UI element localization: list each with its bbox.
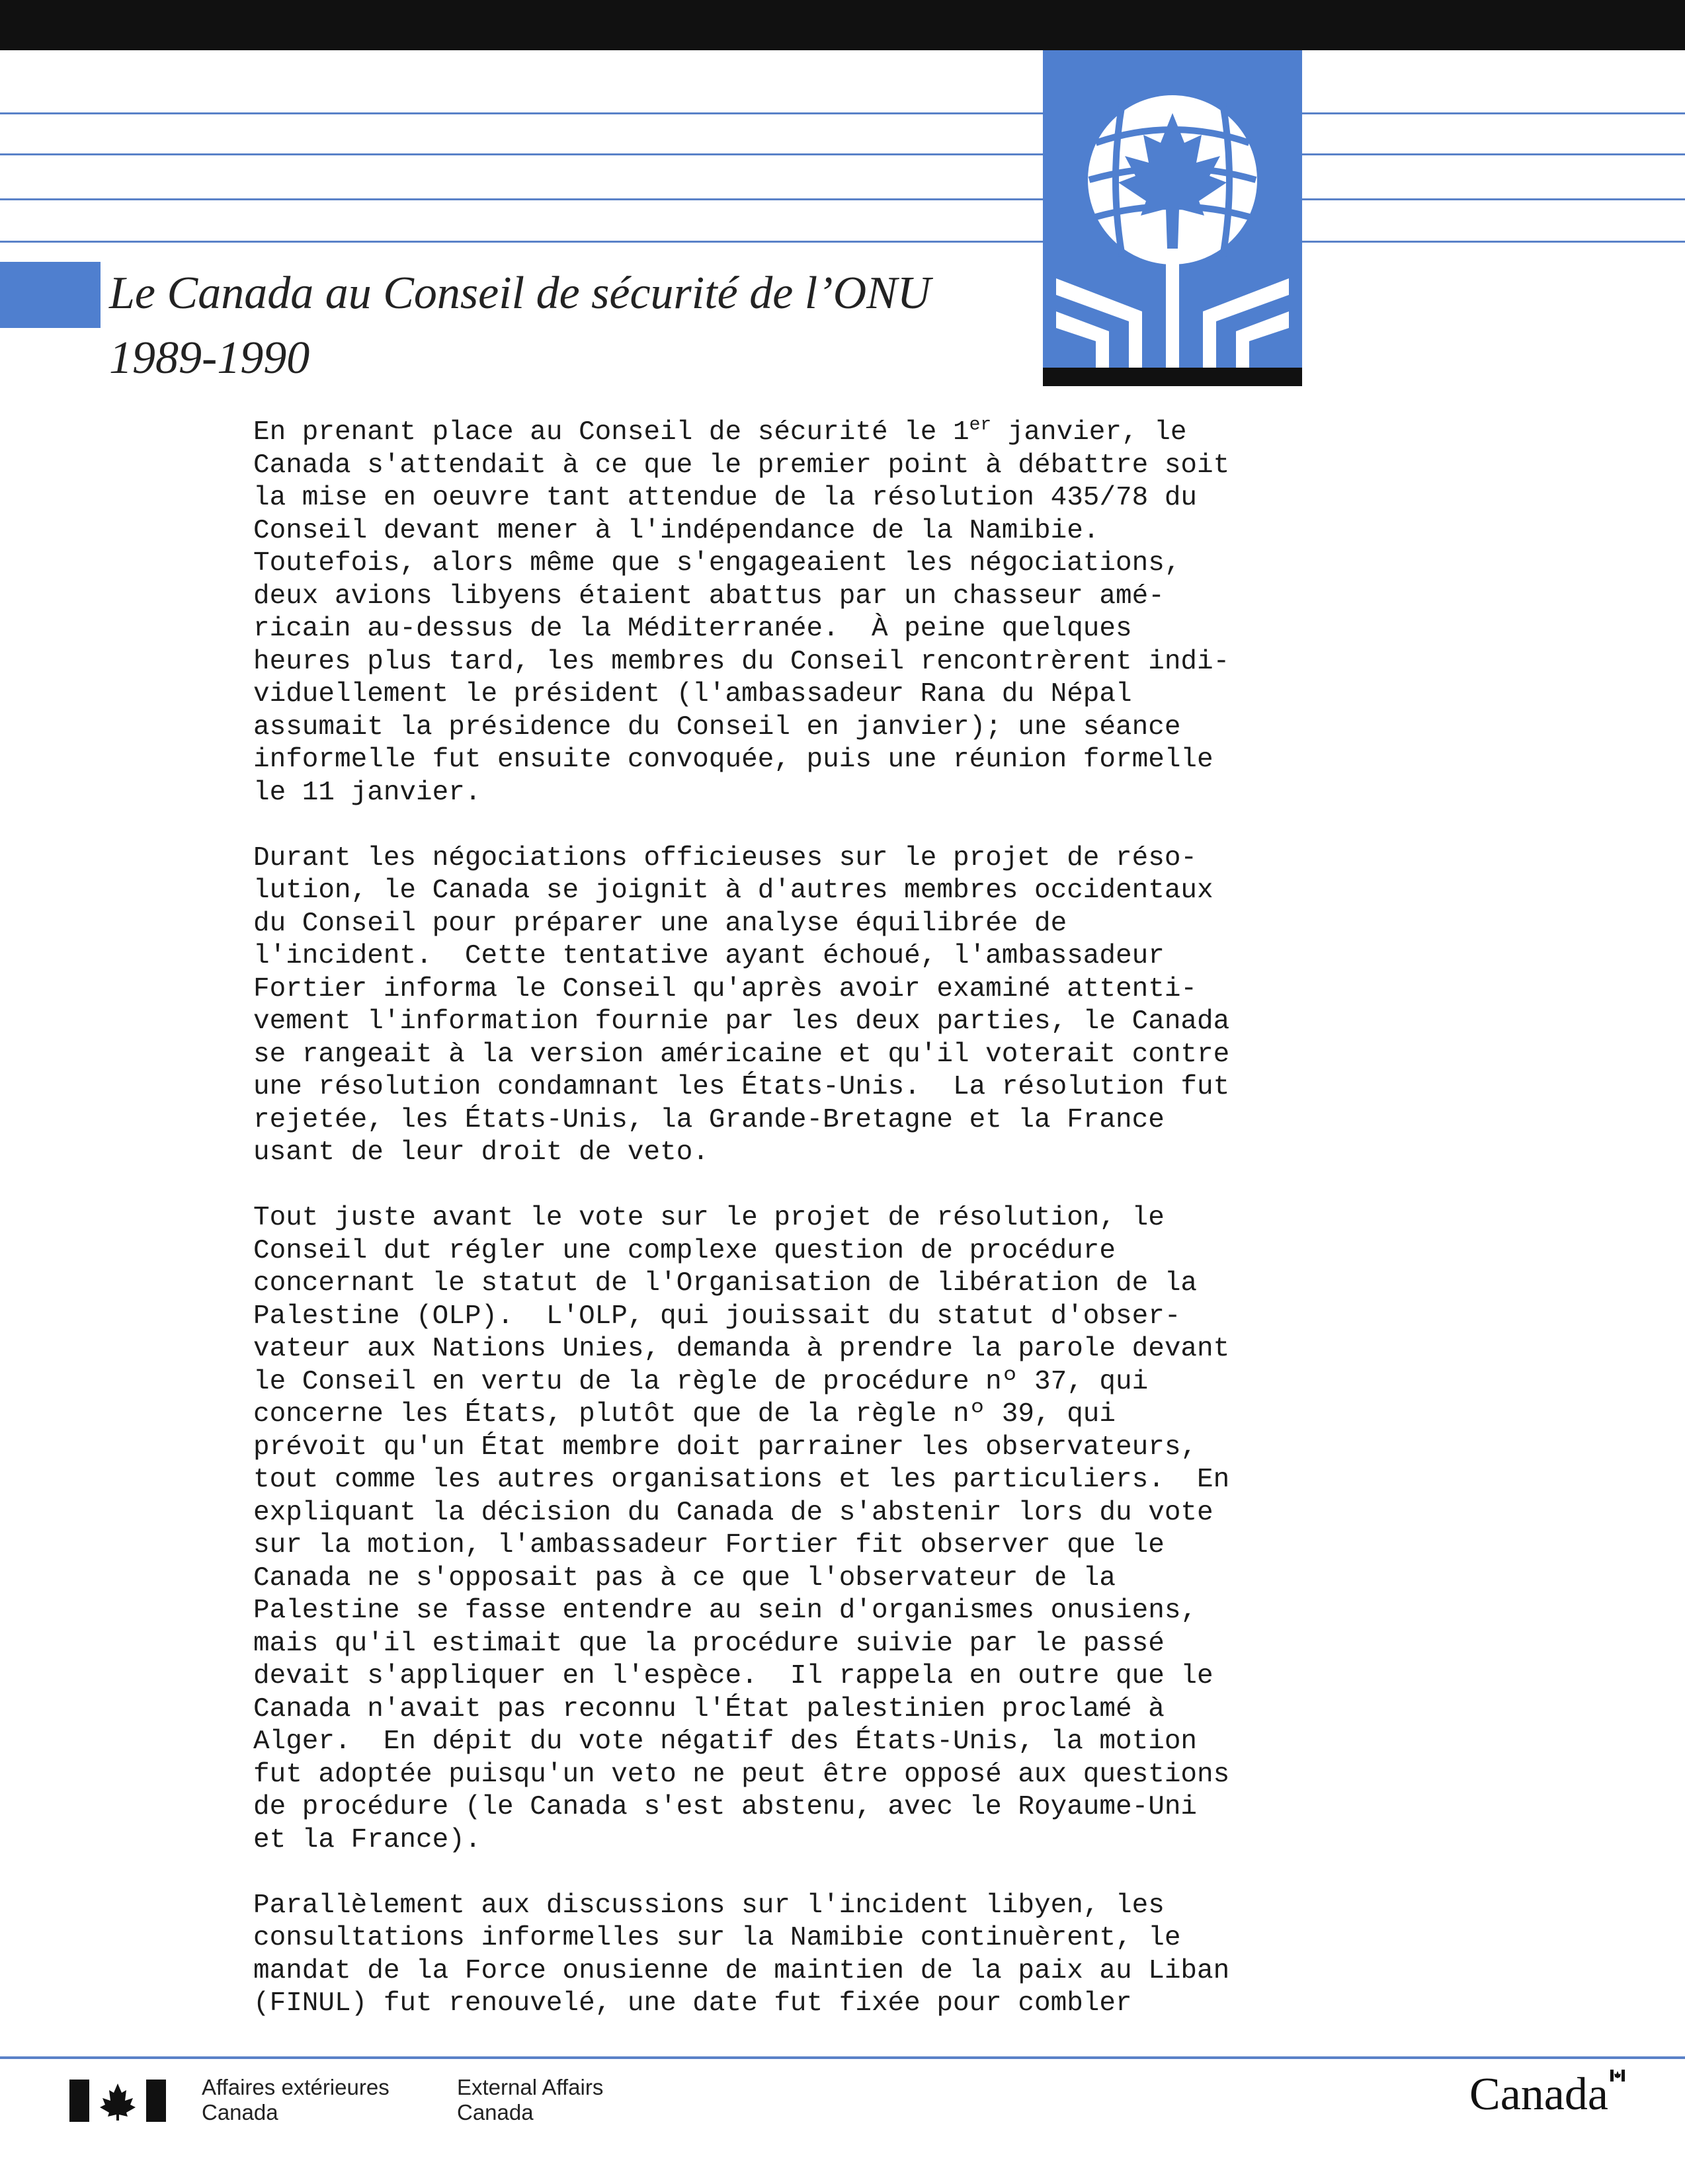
- text-line: (FINUL) fut renouvelé, une date fut fixée pour combler: [253, 1988, 1132, 2019]
- text-line: du Conseil pour préparer une analyse équilibrée de: [253, 908, 1067, 939]
- text-line: prévoit qu'un État membre doit parrainer les observateurs,: [253, 1432, 1198, 1463]
- header-rule: [1302, 112, 1685, 114]
- text-line: Toutefois, alors même que s'engageaient les négociations,: [253, 548, 1181, 579]
- text-line: informelle fut ensuite convoquée, puis une réunion formelle: [253, 745, 1213, 775]
- paragraph-lines: [253, 842, 1457, 1170]
- dept-fr-line: Affaires extérieures: [202, 2075, 390, 2099]
- text-line: Palestine (OLP). L'OLP, qui jouissait du statut d'obser-: [253, 1301, 1181, 1332]
- text-line: l'incident. Cette tentative ayant échoué, l'ambassadeur: [253, 941, 1165, 971]
- header-rule: [1302, 153, 1685, 155]
- document-body: [253, 417, 1457, 2053]
- text-line: devait s'appliquer en l'espèce. Il rappela en outre que le: [253, 1661, 1213, 1691]
- text-line: rejetée, les États-Unis, la Grande-Bretagne et la France: [253, 1104, 1165, 1135]
- text-line: assumait la présidence du Conseil en janvier); une séance: [253, 711, 1181, 743]
- header-rule: [1302, 198, 1685, 200]
- dept-en-line: External Affairs: [457, 2075, 604, 2099]
- text-line: de procédure (le Canada s'est abstenu, avec le Royaume-Uni: [253, 1792, 1198, 1822]
- title-line-2: 1989-1990: [109, 333, 310, 384]
- header-rule: [0, 198, 1043, 200]
- department-name-en: [457, 2075, 603, 2125]
- text-line: mandat de la Force onusienne de maintien de la paix au Liban: [253, 1955, 1230, 1986]
- text-line: Canada s'attendait à ce que le premier point à débattre soit: [253, 450, 1230, 481]
- paragraph: [253, 417, 1457, 809]
- text-line: Parallèlement aux discussions sur l'incident libyen, les: [253, 1890, 1165, 1921]
- text-line: tout comme les autres organisations et les particuliers. En: [253, 1465, 1230, 1495]
- text-line: ricain au-dessus de la Méditerranée. À peine quelques: [253, 614, 1132, 644]
- text-line: sur la motion, l'ambassadeur Fortier fit observer que le: [253, 1530, 1165, 1560]
- text-line: le 11 janvier.: [253, 777, 481, 808]
- text-line: Alger. En dépit du vote négatif des États-Unis, la motion: [253, 1726, 1198, 1757]
- text-line: viduellement le président (l'ambassadeur Rana du Népal: [253, 679, 1132, 709]
- text-line: Canada ne s'opposait pas à ce que l'observateur de la: [253, 1562, 1116, 1594]
- paragraph-lines: [253, 1202, 1457, 1857]
- text-line: concerne les États, plutôt que de la règle nº 39, qui: [253, 1399, 1116, 1430]
- text-line: se rangeait à la version américaine et qu'il voterait contre: [253, 1039, 1230, 1070]
- text-line: [253, 417, 1457, 450]
- text-line: expliquant la décision du Canada de s'abstenir lors du vote: [253, 1497, 1213, 1528]
- canada-wordmark: Canada: [1469, 2069, 1608, 2120]
- text-line: heures plus tard, les membres du Conseil rencontrèrent indi-: [253, 646, 1230, 677]
- text-line: lution, le Canada se joignit à d'autres membres occidentaux: [253, 875, 1213, 906]
- paragraph: [253, 1890, 1457, 2021]
- text-run: En prenant place au Conseil de sécurité le 1: [253, 417, 969, 448]
- wordmark-flag-icon: [1610, 2070, 1625, 2082]
- header-rule: [0, 112, 1043, 114]
- ordinal-superscript: er: [969, 415, 992, 436]
- text-line: une résolution condamnant les États-Unis. La résolution fut: [253, 1072, 1230, 1102]
- text-line: Conseil dut régler une complexe question de procédure: [253, 1235, 1116, 1266]
- text-line: usant de leur droit de veto.: [253, 1137, 709, 1168]
- text-line: et la France).: [253, 1824, 481, 1855]
- text-line: le Conseil en vertu de la règle de procédure nº 37, qui: [253, 1366, 1149, 1397]
- paragraph-lines: [253, 1890, 1457, 2021]
- footer-rule: [0, 2056, 1685, 2059]
- paragraph: [253, 842, 1457, 1170]
- text-line: la mise en oeuvre tant attendue de la résolution 435/78 du: [253, 483, 1198, 513]
- text-line: Tout juste avant le vote sur le projet de résolution, le: [253, 1203, 1165, 1233]
- text-line: Durant les négociations officieuses sur le projet de réso-: [253, 842, 1198, 873]
- title-accent-tab: [0, 262, 101, 328]
- title-line-1: Le Canada au Conseil de sécurité de l’ONU: [109, 268, 931, 319]
- header-rule: [0, 153, 1043, 155]
- text-line: deux avions libyens étaient abattus par un chasseur amé-: [253, 581, 1165, 612]
- paragraph: [253, 1202, 1457, 1857]
- text-line: Canada n'avait pas reconnu l'État palestinien proclamé à: [253, 1693, 1165, 1724]
- header-rule: [0, 241, 1043, 243]
- text-line: Palestine se fasse entendre au sein d'organismes onusiens,: [253, 1596, 1198, 1626]
- paragraph-lines: [253, 450, 1457, 810]
- dept-en-line: Canada: [457, 2100, 534, 2124]
- emblem-base-bar: [1043, 368, 1302, 386]
- maple-leaf-globe-emblem-icon: [1043, 50, 1302, 386]
- department-name-fr: [202, 2075, 390, 2125]
- text-run: janvier, le: [991, 417, 1187, 448]
- text-line: concernant le statut de l'Organisation de libération de la: [253, 1268, 1198, 1299]
- dept-fr-line: Canada: [202, 2100, 278, 2124]
- header-rule: [1302, 241, 1685, 243]
- top-black-band: [0, 0, 1685, 50]
- text-line: consultations informelles sur la Namibie continuèrent, le: [253, 1923, 1181, 1953]
- text-line: Conseil devant mener à l'indépendance de la Namibie.: [253, 515, 1100, 546]
- text-line: vement l'information fournie par les deux parties, le Canada: [253, 1006, 1230, 1037]
- page-title: [109, 261, 930, 391]
- text-line: fut adoptée puisqu'un veto ne peut être opposé aux questions: [253, 1759, 1230, 1790]
- canada-flag-icon: [69, 2080, 166, 2122]
- text-line: mais qu'il estimait que la procédure suivie par le passé: [253, 1628, 1165, 1659]
- text-line: vateur aux Nations Unies, demanda à prendre la parole devant: [253, 1334, 1230, 1364]
- text-line: Fortier informa le Conseil qu'après avoir examiné attenti-: [253, 973, 1198, 1004]
